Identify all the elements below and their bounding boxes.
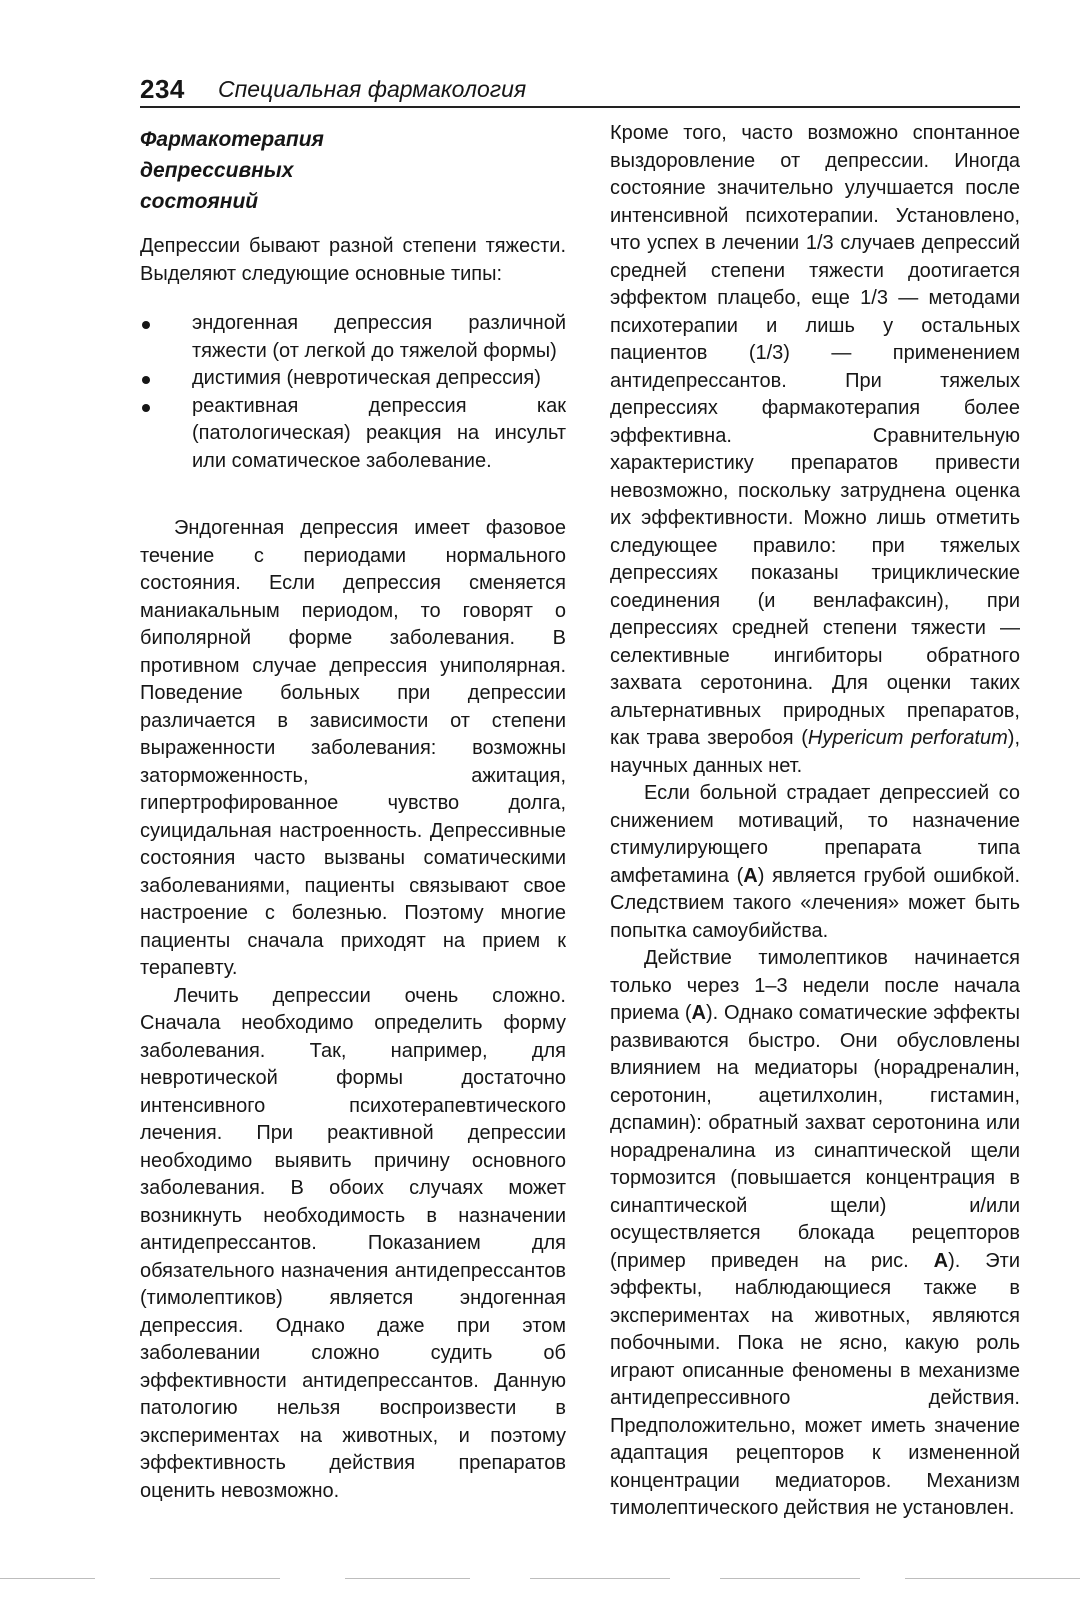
body-paragraph: [610, 945, 1020, 1523]
running-title: Специальная фармакология: [218, 76, 527, 102]
divider: [720, 1578, 860, 1579]
header-rule: [140, 106, 1020, 108]
bullet-icon: [142, 376, 150, 384]
right-column: [610, 120, 1020, 1523]
bullet-icon: [142, 404, 150, 412]
text-run: Кроме того, часто возможно спонтанное выздоровление от депрессии. Иногда состояние значительно улучшается после интенсивной психотерапии. Установлено, что успех в лечении 1/3 случаев депрессий средней степени тяжести доотигается эффектом плацебо, еще 1/3 — методами психотерапии и лишь у остальных пациентов (1/3) — применением антидепрессантов. При тяжелых депрессиях фармакотерапия более эффективна. Сравнительную характеристику препаратов привести невозможно, поскольку затруднена оценка их эффективности. Можно лишь отметить следующее правило: при тяжелых депрессиях показаны трициклические соединения (и венлафаксин), при депрессиях средней степени тяжести — селективные ингибиторы обратного захвата серотонина. Для оценки таких альтернативных природных препаратов, как трава зверобоя (: [610, 122, 1020, 749]
body-paragraph: Эндогенная депрессия имеет фазовое течение с периодами нормального состояния. Если депрессия сменяется маниакальным периодом, то говорят о биполярной форме заболевания. В противном случае депрессия униполярная. Поведение больных при депрессии различается в зависимости от степени выраженности заболевания: возможны заторможенность, ажитация, гипертрофированное чувство долга, суицидальная настроенность. Депрессивные состояния часто вызваны соматическими заболеваниями, пациенты связывают свое настроение с болезнью. Поэтому многие пациенты сначала приходят на прием к терапевту.: [140, 517, 566, 979]
bullet-icon: [142, 321, 150, 329]
figure-reference: А: [691, 1002, 706, 1024]
divider: [150, 1578, 280, 1579]
intro-paragraph: Депрессии бывают разной степени тяжести. Выделяют следующие основные типы:: [140, 235, 566, 285]
text-run: ), научных данных нет.: [610, 727, 1021, 777]
text-run: ) является грубой ошибкой. Следствием такого «лечения» может быть попытка самоубийства.: [610, 864, 1020, 942]
depression-types-list: [140, 310, 566, 475]
text-run: Действие тимолептиков начинается только через 1–3 недели после начала приема (: [610, 947, 1020, 1024]
divider: [530, 1578, 670, 1579]
section-title: [140, 124, 566, 217]
scan-footer-lines: [0, 1578, 1080, 1582]
list-item: [140, 365, 566, 393]
section-title-line: Фармакотерапия: [140, 128, 324, 151]
divider: [905, 1578, 1080, 1579]
page-number: 234: [140, 74, 185, 104]
list-item: [140, 310, 566, 365]
text-run: ). Однако соматические эффекты развиваются быстро. Они обусловлены влиянием на медиаторы (норадреналин, серотонин, ацетилхолин, гистамин, дспамин): обратный захват серотонина или норадреналина из синаптической щели тормозится (повышается концентрация в синаптической щели) и/или осуществляется блокада рецепторов (пример приведен на рис.: [610, 1002, 1020, 1272]
divider: [0, 1578, 95, 1579]
text-run: Если больной страдает депрессией со снижением мотиваций, то назначение стимулирующего препарата типа амфетамина (: [610, 782, 1020, 887]
list-item-text: реактивная депрессия как (патологическая) реакция на инсульт или соматическое заболевание.: [192, 394, 566, 472]
divider: [345, 1578, 470, 1579]
body-paragraph: [610, 120, 1020, 780]
figure-reference: А: [933, 1249, 949, 1272]
left-column: [140, 120, 566, 1505]
list-item: [140, 393, 566, 476]
body-paragraph: [610, 780, 1020, 945]
section-title-line: депрессивных: [140, 159, 294, 182]
page-header: [140, 74, 1020, 106]
latin-species-name: Hypericum perforatum: [807, 727, 1008, 749]
section-title-line: состояний: [140, 190, 259, 213]
text-run: ). Эти эффекты, наблюдающиеся также в экспериментах на животных, являются побочными. Пока не ясно, какую роль играют описанные феномены в механизме антидепрессивного действия. Предположительно, может иметь значение адаптация рецепторов к измененной концентрации медиаторов. Механизм тимолептического действия не установлен.: [610, 1249, 1021, 1519]
figure-reference: А: [743, 864, 758, 887]
body-paragraph: Лечить депрессии очень сложно. Сначала необходимо определить форму заболевания. Так, например, для невротической формы достаточно интенсивного психотерапевтического лечения. При реактивной депрессии необходимо выявить причину основного заболевания. В обоих случаях может возникнуть необходимость в назначении антидепрессантов. Показанием для обязательного назначения антидепрессантов (тимолептиков) является эндогенная депрессия. Однако даже при этом заболевании сложно судить об эффективности антидепрессантов. Данную патологию нельзя воспроизвести в экспериментах на животных, и поэтому эффективность действия препаратов оценить невозможно.: [140, 984, 566, 1502]
list-item-text: дистимия (невротическая депрессия): [192, 367, 541, 389]
list-item-text: эндогенная депрессия различной тяжести (от легкой до тяжелой формы): [192, 312, 566, 362]
